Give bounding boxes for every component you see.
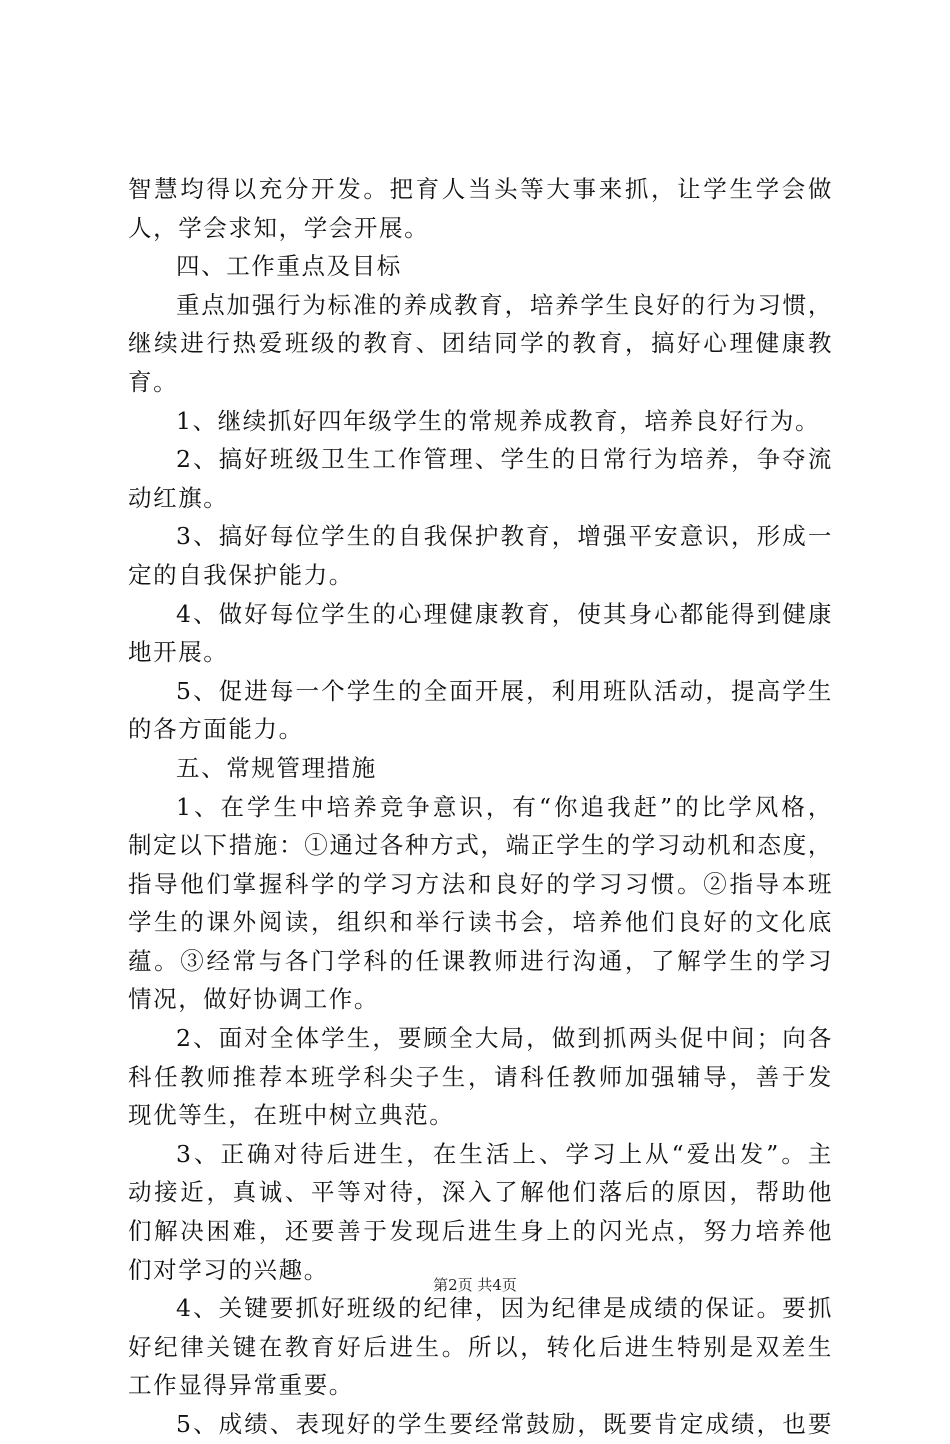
- text-line: 动红旗。: [128, 483, 229, 512]
- text-line: 动接近，真诚、平等对待，深入了解他们落后的原因，帮助他: [128, 1178, 833, 1207]
- text-line: 定的自我保护能力。: [128, 560, 354, 589]
- text-line: 学生的课外阅读，组织和举行读书会，培养他们良好的文化底: [128, 908, 833, 937]
- text-line: 3、正确对待后进生，在生活上、学习上从“爱出发”。主: [176, 1139, 833, 1168]
- text-line: 地开展。: [128, 638, 229, 667]
- text-line: 3、搞好每位学生的自我保护教育，增强平安意识，形成一: [176, 522, 833, 551]
- text-line: 制定以下措施：①通过各种方式，端正学生的学习动机和态度，: [128, 831, 833, 860]
- text-line: 重点加强行为标准的养成教育，培养学生良好的行为习惯，: [176, 290, 833, 319]
- text-line: 五、常规管理措施: [176, 753, 377, 782]
- document-body: [128, 170, 833, 1444]
- text-line: 2、面对全体学生，要顾全大局，做到抓两头促中间；向各: [176, 1024, 833, 1053]
- text-line: 们对学习的兴趣。: [128, 1255, 329, 1284]
- text-line: 5、成绩、表现好的学生要经常鼓励，既要肯定成绩，也要: [176, 1410, 833, 1438]
- text-line: 蕴。③经常与各门学科的任课教师进行沟通，了解学生的学习: [128, 946, 833, 975]
- text-line: 现优等生，在班中树立典范。: [128, 1101, 455, 1130]
- text-line: 科任教师推荐本班学科尖子生，请科任教师加强辅导，善于发: [128, 1062, 833, 1091]
- text-line: 育。: [128, 367, 179, 396]
- text-line: 的各方面能力。: [128, 715, 304, 744]
- text-line: 4、关键要抓好班级的纪律，因为纪律是成绩的保证。要抓: [176, 1294, 833, 1323]
- text-line: 们解决困难，还要善于发现后进生身上的闪光点，努力培养他: [128, 1217, 833, 1246]
- text-line: 四、工作重点及目标: [176, 252, 402, 281]
- text-line: 1、继续抓好四年级学生的常规养成教育，培养良好行为。: [176, 406, 821, 435]
- text-line: 5、促进每一个学生的全面开展，利用班队活动，提高学生: [176, 676, 833, 705]
- text-line: 好纪律关键在教育好后进生。所以，转化后进生特别是双差生: [128, 1332, 833, 1361]
- text-line: 指导他们掌握科学的学习方法和良好的学习习惯。②指导本班: [128, 869, 833, 898]
- text-line: 4、做好每位学生的心理健康教育，使其身心都能得到健康: [176, 599, 833, 628]
- text-line: 人，学会求知，学会开展。: [128, 213, 430, 242]
- text-line: 继续进行热爱班级的教育、团结同学的教育，搞好心理健康教: [128, 329, 833, 358]
- text-line: 1、在学生中培养竞争意识，有“你追我赶”的比学风格，: [176, 792, 833, 821]
- text-line: 2、搞好班级卫生工作管理、学生的日常行为培养，争夺流: [176, 445, 833, 474]
- text-line: 智慧均得以充分开发。把育人当头等大事来抓，让学生学会做: [128, 175, 833, 203]
- text-line: 情况，做好协调工作。: [128, 985, 379, 1014]
- text-line: 工作显得异常重要。: [128, 1371, 354, 1400]
- page-footer: 第2页 共4页: [433, 1276, 517, 1294]
